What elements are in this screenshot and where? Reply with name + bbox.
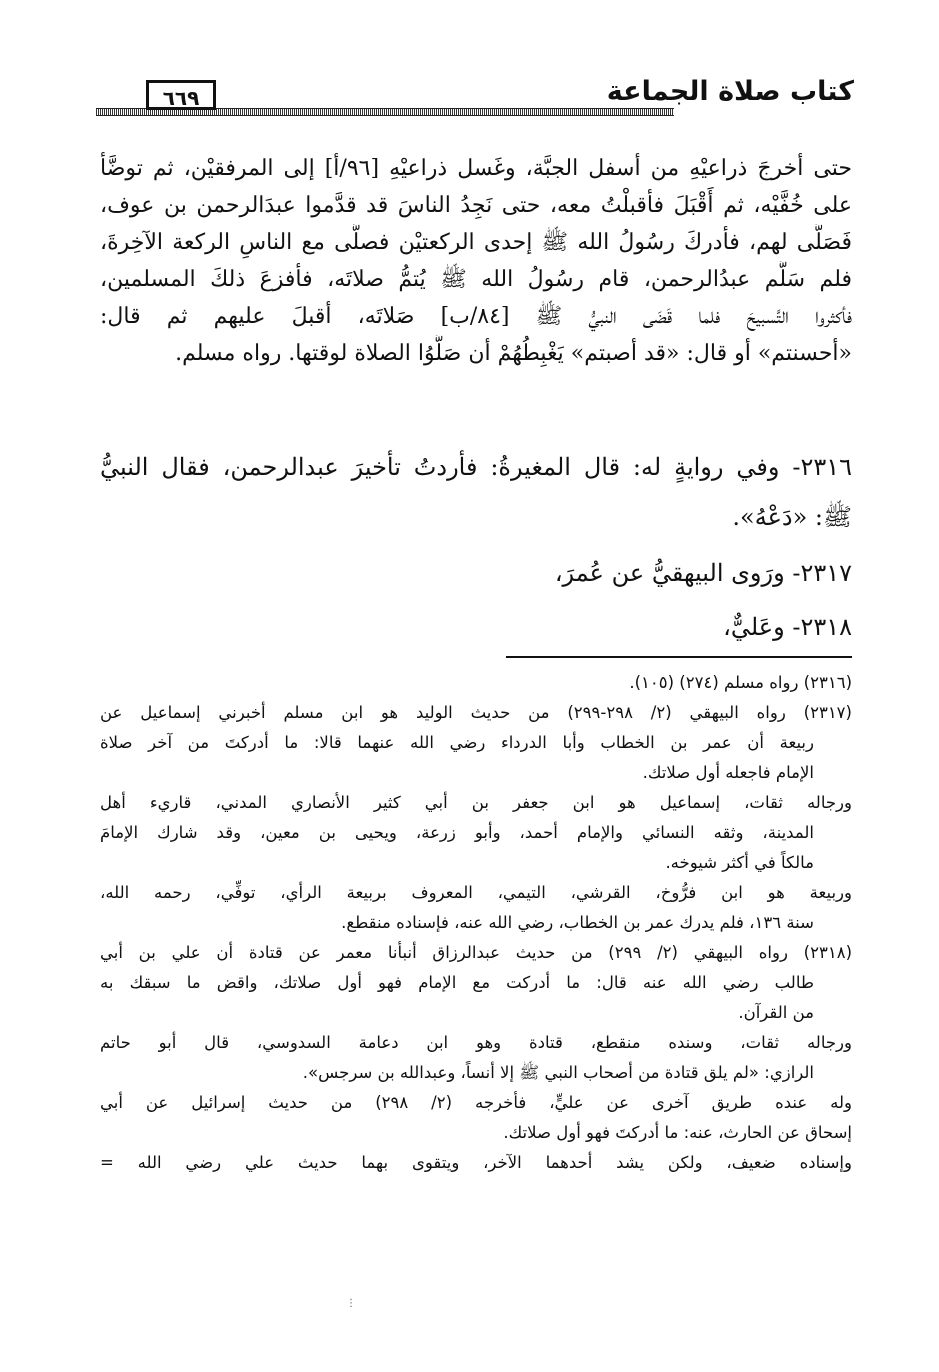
main-text-line: «أحسنتم» أو قال: «قد أصبتم» يَغْبِطُهُمْ أن صَلَّوُا الصلاة لوقتها. رواه مسلم. — [175, 341, 852, 366]
hadith-2316-line2: ﷺ: «دَعْهُ». — [732, 503, 852, 531]
footnote-line: مالكاً في أكثر شيوخه. — [665, 853, 814, 872]
scan-artifact: ⋮ — [346, 1298, 356, 1309]
main-text-line: فَصَلَّى لهم، فأدركَ رسُولُ الله ﷺ إحدى الركعتيْن فصلَّى مع الناسِ الركعة الآخِرةَ، — [100, 230, 852, 255]
book-title: كتاب صلاة الجماعة — [606, 76, 854, 107]
footnote-line: (٢٣١٦) رواه مسلم (٢٧٤) (١٠٥). — [629, 673, 852, 692]
hadith-2318: ٢٣١٨- وعَليٌّ، — [723, 613, 852, 641]
hadith-2316-line1: ٢٣١٦- وفي روايةٍ له: قال المغيرةُ: فأردتُ تأخيرَ عبدالرحمن، فقال النبيُّ — [100, 453, 852, 481]
footnote-line: ورجاله ثقات، وسنده منقطع، قتادة وهو ابن دعامة السدوسي، قال أبو حاتم — [100, 1033, 852, 1052]
footnote-line: طالب رضي الله عنه قال: ما أدركت مع الإمام فهو أول صلاتك، واقض ما سبقك به — [100, 973, 814, 992]
main-text-line: فأكثروا التَّسبيحَ فلما قَضَى النبيُّ ﷺ [٨٤/ب] صَلاتَه، أقبلَ عليهم ثم قال: — [100, 304, 852, 329]
main-text — [100, 150, 852, 372]
page-header — [96, 74, 854, 118]
footnote-line: وإسناده ضعيف، ولكن يشد أحدهما الآخر، ويتقوى بهما حديث علي رضي الله = — [100, 1153, 852, 1172]
main-text-line: على خُفَّيْه، ثم أَقْبَلَ فأقبلْتُ معه، حتى نَجِدُ الناسَ قد قدَّموا عبدَالرحمن بن عوف، — [100, 193, 852, 218]
footnote-line: المدينة، وثقه النسائي والإمام أحمد، وأبو زرعة، ويحيى بن معين، وقد شارك الإمامَ — [100, 823, 814, 842]
footnote-line: الرازي: «لم يلق قتادة من أصحاب النبي ﷺ إلا أنساً، وعبدالله بن سرجس». — [302, 1063, 814, 1082]
footnote-line: (٢٣١٧) رواه البيهقي (٢/ ٢٩٨-٢٩٩) من حديث الوليد هو ابن مسلم أخبرني إسماعيل عن — [100, 703, 852, 722]
footnote-line: ربيعة أن عمر بن الخطاب وأبا الدرداء رضي الله عنهما قالا: ما أدركتَ من آخر صلاة — [100, 733, 814, 752]
main-text-line: فلم سَلَّم عبدُالرحمن، قام رسُولُ الله ﷺ يُتمُّ صلاتَه، فأفزعَ ذلكَ المسلمين، — [100, 267, 852, 292]
footnote-line: إسحاق عن الحارث، عنه: ما أدركتَ فهو أول صلاتك. — [503, 1123, 852, 1142]
footnote-line: سنة ١٣٦، فلم يدرك عمر بن الخطاب، رضي الله عنه، فإسناده منقطع. — [341, 913, 814, 932]
main-text-line: حتى أخرجَ ذراعيْهِ من أسفل الجبَّة، وغَسل ذراعيْهِ [٩٦/أ] إلى المرفقيْن، ثم توضَّأ — [100, 156, 852, 181]
page-number: ٦٦٩ — [146, 80, 216, 110]
footnote-line: ورجاله ثقات، إسماعيل هو ابن جعفر بن أبي كثير الأنصاري المدني، قاريء أهل — [100, 793, 852, 812]
hadith-2317: ٢٣١٧- ورَوى البيهقيُّ عن عُمرَ، — [554, 559, 852, 587]
footnote-divider — [506, 656, 852, 658]
footnote-line: من القرآن. — [738, 1003, 814, 1022]
footnotes — [100, 668, 852, 1178]
footnote-line: (٢٣١٨) رواه البيهقي (٢/ ٢٩٩) من حديث عبدالرزاق أنبأنا معمر عن قتادة أن علي بن أبي — [100, 943, 852, 962]
footnote-line: الإمام فاجعله أول صلاتك. — [642, 763, 814, 782]
footnote-line: وربيعة هو ابن فرُّوخ، القرشي، التيمي، المعروف بربيعة الرأي، توفِّي، رحمه الله، — [100, 883, 852, 902]
footnote-line: وله عنده طريق آخرى عن عليٍّ، فأخرجه (٢/ ٢٩٨) من حديث إسرائيل عن أبي — [100, 1093, 852, 1112]
